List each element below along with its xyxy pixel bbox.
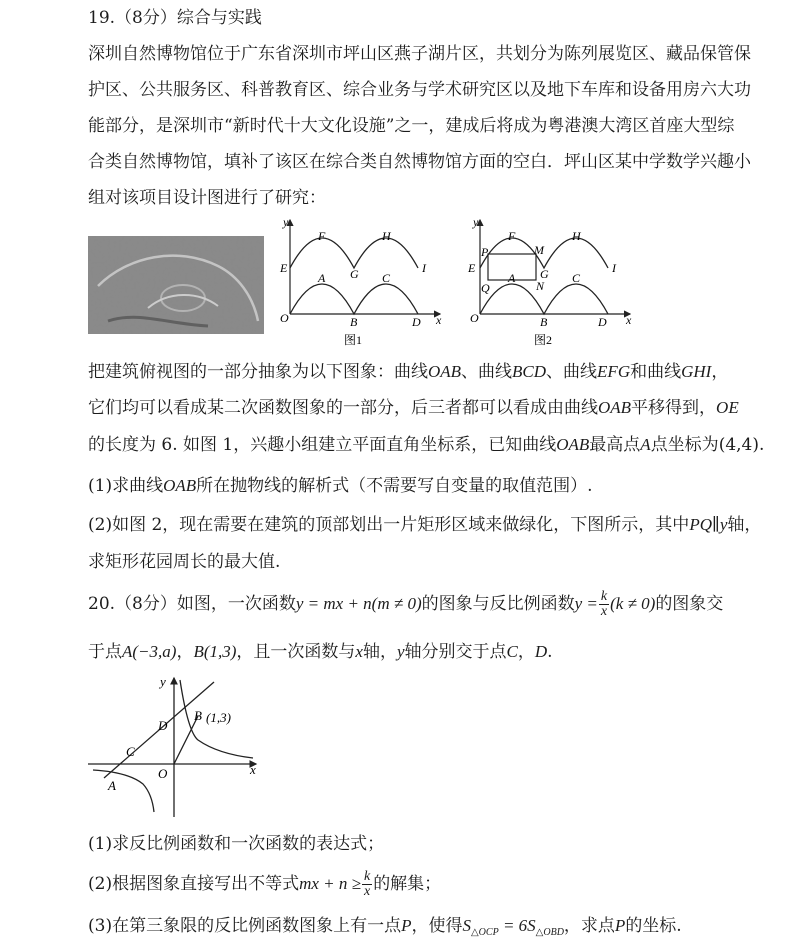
q19-subquestion-2: (2)如图 2，现在需要在建筑的顶部划出一片矩形区域来做绿化，下图所示，其中PQ∥y轴， bbox=[88, 515, 762, 535]
fig1-H-label: H bbox=[382, 229, 391, 243]
fig2-A-label: A bbox=[508, 271, 516, 285]
q19-subquestion-2-cont: 求矩形花园周长的最大值. bbox=[88, 552, 281, 572]
fig1-D-label: D bbox=[412, 315, 421, 329]
fig1-F-label: F bbox=[318, 229, 326, 243]
figure-1 bbox=[272, 214, 450, 350]
q20-C-label: C bbox=[126, 744, 135, 759]
q20-graph bbox=[88, 672, 273, 822]
fig1-x-label: x bbox=[436, 313, 442, 327]
fig2-C-label: C bbox=[572, 271, 581, 285]
q19-subquestion-1: (1)求曲线OAB所在抛物线的解析式（不需要写自变量的取值范围）. bbox=[88, 476, 593, 496]
fig1-A-label: A bbox=[318, 271, 326, 285]
q20-B-coord-label: (1,3) bbox=[206, 710, 231, 725]
fig1-G-label: G bbox=[350, 267, 359, 281]
fig2-y-label: y bbox=[473, 215, 479, 229]
q20-D-label: D bbox=[158, 718, 168, 733]
q20-subquestion-1: (1)求反比例函数和一次函数的表达式； bbox=[88, 834, 385, 854]
q20-A-label: A bbox=[108, 778, 116, 793]
q19-para-line: 组对该项目设计图进行了研究： bbox=[88, 188, 326, 208]
fig2-F-label: F bbox=[508, 229, 516, 243]
q20-O-label: O bbox=[158, 766, 168, 781]
fig2-G-label: G bbox=[540, 267, 549, 281]
fig1-C-label: C bbox=[382, 271, 391, 285]
q19-para-line: 能部分，是深圳市“新时代十大文化设施”之一，建成后将成为粤港澳大湾区首座大型综 bbox=[88, 116, 735, 136]
fig2-P-label: P bbox=[481, 245, 489, 259]
q20-y-label: y bbox=[160, 674, 166, 689]
q19-para-line: 护区、公共服务区、科普教育区、综合业务与学术研究区以及地下车库和设备用房六大功 bbox=[88, 80, 751, 100]
q20-line-1: 20.（8分）如图，一次函数y = mx + n(m ≠ 0)的图象与反比例函数y = $\frac{k}{x}$ (k ≠ 0)的图象交 bbox=[88, 589, 724, 619]
q19-desc-line-2: 它们均可以看成某二次函数图象的一部分，后三者都可以看成由曲线OAB平移得到，OE bbox=[88, 398, 739, 418]
fig2-caption: 图2 bbox=[534, 333, 553, 347]
museum-aerial-photo bbox=[88, 236, 264, 334]
fig2-E-label: E bbox=[468, 261, 476, 275]
q19-heading: 19.（8分）综合与实践 bbox=[88, 8, 262, 28]
fig2-Q-label: Q bbox=[481, 281, 490, 295]
q20-x-label: x bbox=[250, 762, 256, 777]
fig2-M-label: M bbox=[534, 243, 544, 257]
fig2-x-label: x bbox=[626, 313, 632, 327]
q20-subquestion-2: (2)根据图象直接写出不等式mx + n ≥ $\frac{k}{x}$ 的解集； bbox=[88, 869, 442, 899]
figure-2 bbox=[462, 214, 642, 350]
fig1-O-label: O bbox=[280, 311, 289, 325]
fig2-O-label: O bbox=[470, 311, 479, 325]
fig2-I-label: I bbox=[612, 261, 616, 275]
fig2-B-label: B bbox=[540, 315, 548, 329]
fig1-E-label: E bbox=[280, 261, 288, 275]
q19-para-line: 深圳自然博物馆位于广东省深圳市坪山区燕子湖片区，共划分为陈列展览区、藏品保管保 bbox=[88, 44, 751, 64]
q19-para-line: 合类自然博物馆，填补了该区在综合类自然博物馆方面的空白．坪山区某中学数学兴趣小 bbox=[88, 152, 751, 172]
q20-B-label: B bbox=[194, 708, 202, 723]
q20-line-2: 于点A(−3,a)，B(1,3)，且一次函数与x轴，y轴分别交于点C，D. bbox=[88, 642, 553, 662]
q19-desc-line-1: 把建筑俯视图的一部分抽象为以下图象：曲线OAB、曲线BCD、曲线EFG和曲线GHI， bbox=[88, 362, 729, 382]
fig2-N-label: N bbox=[536, 279, 545, 293]
q19-desc-line-3: 的长度为 6. 如图 1，兴趣小组建立平面直角坐标系，已知曲线OAB最高点A点坐标为(4,4). bbox=[88, 435, 765, 455]
fig1-caption: 图1 bbox=[344, 333, 363, 347]
fig1-B-label: B bbox=[350, 315, 358, 329]
fig1-I-label: I bbox=[422, 261, 426, 275]
fig2-D-label: D bbox=[598, 315, 607, 329]
fig2-H-label: H bbox=[572, 229, 581, 243]
q20-subquestion-3: (3)在第三象限的反比例函数图象上有一点P，使得$S_{\triangle OCP} = 6S_{\triangle OBD}$，求点P的坐标. bbox=[88, 916, 682, 938]
fig1-y-label: y bbox=[283, 215, 289, 229]
